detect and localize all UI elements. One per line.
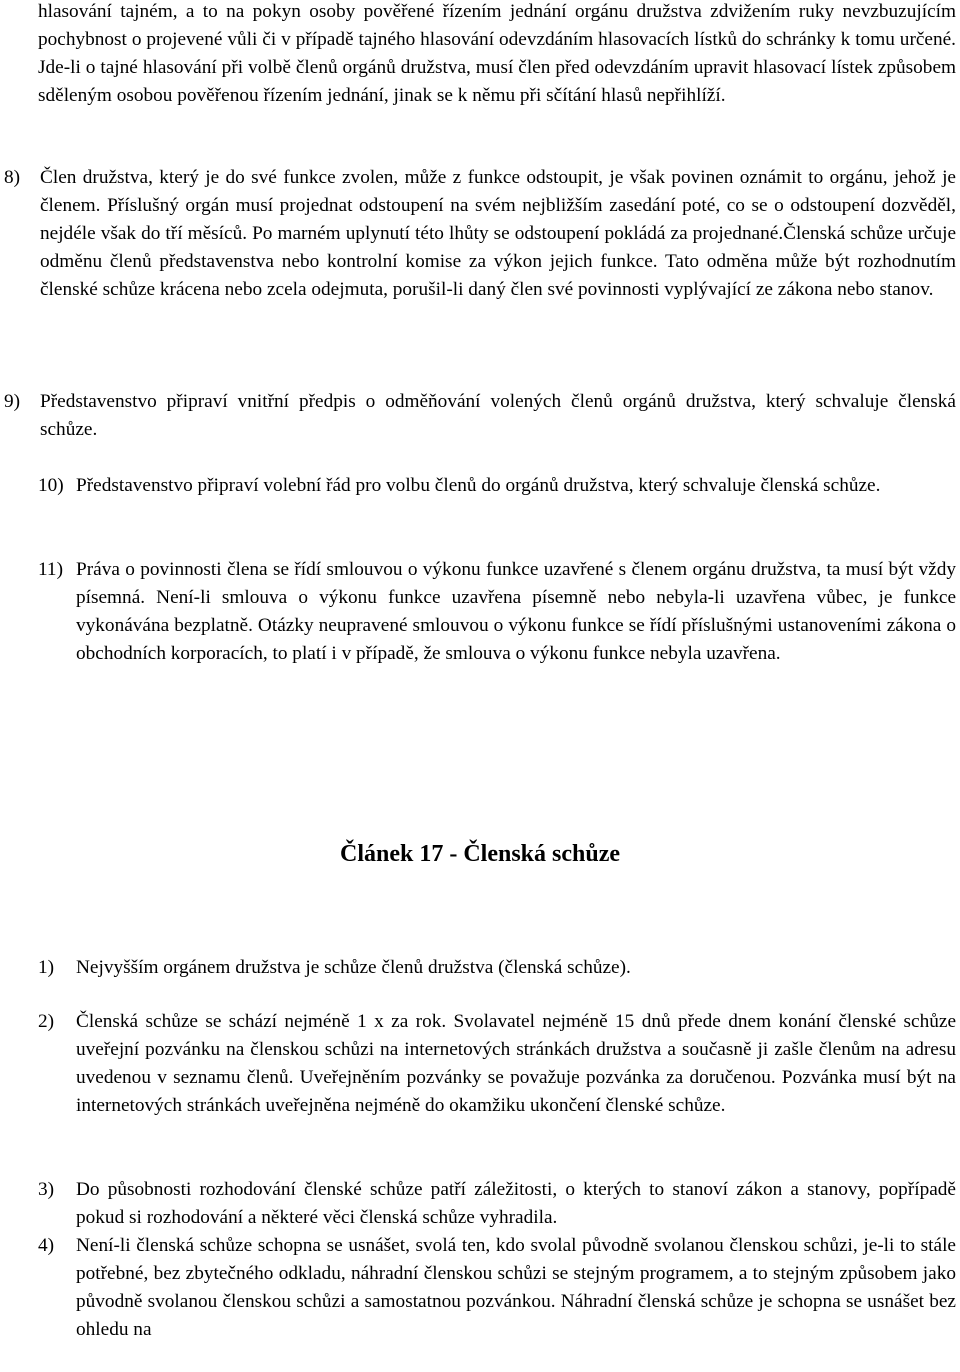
item-10 [38, 472, 956, 500]
item-number: 10) [38, 475, 64, 496]
item-text: Představenstvo připraví vnitřní předpis o odměňování volených členů orgánů družstva, který schvaluje členská schůze. [40, 391, 956, 440]
article-item-4 [38, 1232, 956, 1344]
intro-paragraph: hlasování tajném, a to na pokyn osoby pověřené řízením jednání orgánu družstva zdvižením ruky nevzbuzujícím pochybnost o projevené vůli či v případě tajného hlasování odevzdáním hlasovacích lístků do schránky k tomu určené. Jde-li o tajné hlasování při volbě členů orgánů družstva, musí člen před odevzdáním upravit hlasovací lístek způsobem sděleným osobou pověřenou řízením jednání, jinak se k němu při sčítání hlasů nepřihlíží. [38, 1, 956, 106]
item-text: Není-li členská schůze schopna se usnášet, svolá ten, kdo svolal původně svolanou členskou schůzi, je-li to stále potřebné, bez zbytečného odkladu, náhradní členskou schůzi se stejným programem, a to stejným způsobem jako původně svolanou členskou schůzi a samostatnou pozvánkou. Náhradní členská schůze je schopna se usnášet bez ohledu na [76, 1235, 956, 1340]
item-number: 8) [4, 167, 21, 188]
item-number: 2) [38, 1011, 55, 1032]
item-number: 4) [38, 1235, 55, 1256]
article-item-1 [38, 954, 956, 982]
article-title: Článek 17 - Členská schůze [339, 841, 621, 867]
item-number: 1) [38, 957, 55, 978]
item-text: Člen družstva, který je do své funkce zvolen, může z funkce odstoupit, je však povinen oznámit to orgánu, jehož je členem. Příslušný orgán musí projednat odstoupení na svém nejbližším zasedání poté, co se o odstoupení dozvěděl, nejdéle však do tří měsíců. Po marném uplynutí této lhůty se odstoupení pokládá za projednané.Členská schůze určuje odměnu členů představenstva nebo kontrolní komise za výkon jejich funkce. Tato odměna může být rozhodnutím členské schůze krácena nebo zcela odejmuta, porušil-li daný člen své povinnosti vyplývající ze zákona nebo stanov. [40, 167, 956, 300]
item-text: Práva o povinnosti člena se řídí smlouvou o výkonu funkce uzavřené s členem orgánu družstva, ta musí být vždy písemná. Není-li smlouva o výkonu funkce uzavřena písemně nebo nebyla-li uzavřena vůbec, je funkce vykonávána bezplatně. Otázky neupravené smlouvou o výkonu funkce se řídí příslušnými ustanoveními zákona o obchodních korporacích, to platí i v případě, že smlouva o výkonu funkce nebyla uzavřena. [76, 559, 956, 664]
item-number: 9) [4, 391, 21, 412]
article-item-2 [38, 1008, 956, 1120]
item-text: Nejvyšším orgánem družstva je schůze členů družstva (členská schůze). [76, 957, 631, 978]
item-8 [4, 164, 956, 304]
item-number: 11) [38, 559, 63, 580]
item-text: Představenstvo připraví volební řád pro volbu členů do orgánů družstva, který schvaluje členská schůze. [76, 475, 881, 496]
item-9 [4, 388, 956, 444]
item-11 [38, 556, 956, 668]
item-text: Do působnosti rozhodování členské schůze patří záležitosti, o kterých to stanoví zákon a stanovy, popřípadě pokud si rozhodování a některé věci členská schůze vyhradila. [76, 1179, 956, 1228]
item-number: 3) [38, 1179, 55, 1200]
article-item-3 [38, 1176, 956, 1232]
item-text: Členská schůze se schází nejméně 1 x za rok. Svolavatel nejméně 15 dnů přede dnem konání členské schůze uveřejní pozvánku na členskou schůzi na internetových stránkách družstva a současně ji zašle členům na adresu uvedenou v seznamu členů. Uveřejněním pozvánky se považuje pozvánka za doručenou. Pozvánka musí být na internetových stránkách uveřejněna nejméně do okamžiku ukončení členské schůze. [76, 1011, 956, 1116]
